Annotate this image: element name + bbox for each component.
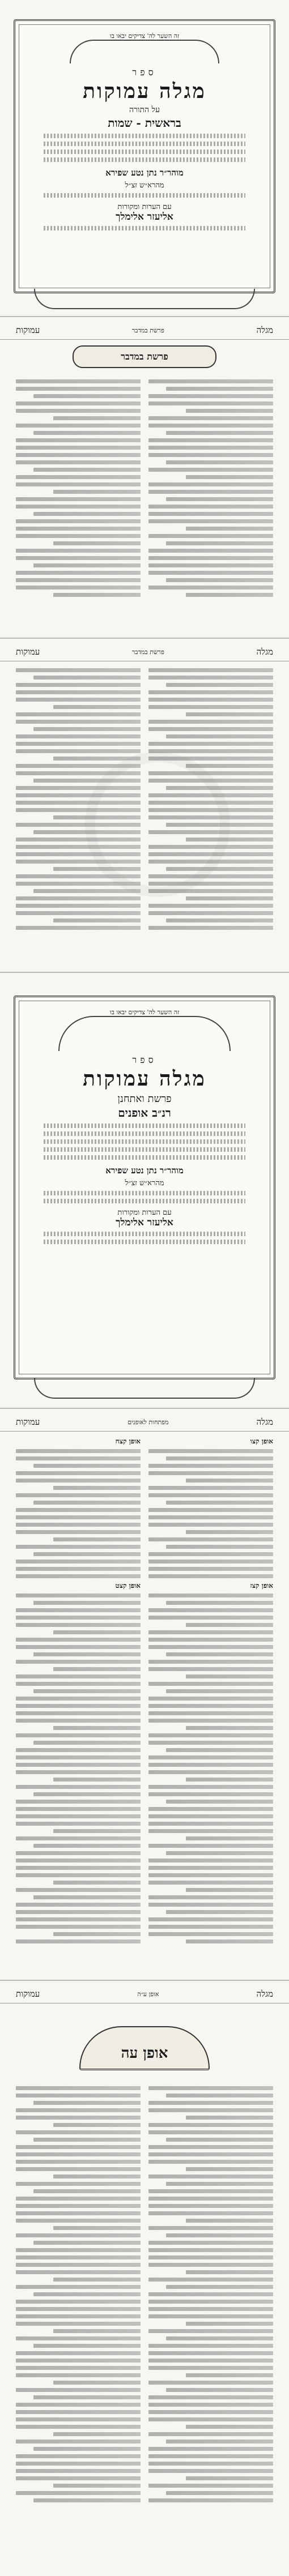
volume-name: בראשית - שמות: [108, 116, 181, 130]
text-block: [44, 193, 245, 198]
text-page-2: [0, 639, 289, 973]
title-frame: [14, 996, 275, 1379]
text-block: [44, 1131, 245, 1136]
title-arch-ornament: [70, 40, 219, 63]
running-header: [0, 1981, 289, 2003]
header-mid: אופן ע״ה: [137, 1990, 159, 1998]
text-columns: [0, 373, 289, 604]
text-block: [44, 1232, 245, 1236]
sefer-label: ספר: [132, 67, 157, 78]
book-subtitle: על התורה: [129, 105, 160, 114]
text-column-right: [148, 376, 273, 600]
text-column-left: [16, 2083, 141, 2506]
text-page-1: [0, 317, 289, 639]
text-block: [44, 1123, 245, 1128]
text-block: [44, 157, 245, 162]
author-name: מוהר״ר נתן נטע שפירא: [105, 168, 184, 178]
author-honorific: מהרא״ש זצ״ל: [125, 1179, 164, 1187]
sefer-label: ספר: [132, 1054, 157, 1065]
section-heading: אופן קצט: [115, 1582, 141, 1590]
header-left: עמוקות: [16, 1417, 40, 1427]
edited-by: עם הערות ומקורות: [117, 203, 172, 211]
text-column-left: [16, 1435, 141, 1947]
editor-name: אליעזר אלימלך: [116, 211, 173, 223]
text-column-left: [16, 376, 141, 600]
header-right: מגלה: [256, 1417, 273, 1427]
author-name: מוהר״ר נתן נטע שפירא: [105, 1165, 184, 1176]
editor-name: אליעזר אלימלך: [116, 1217, 173, 1228]
title-page-2: [0, 973, 289, 1409]
book-title: מגלה עמוקות: [83, 79, 206, 103]
text-block: [44, 1191, 245, 1195]
text-page-3: [0, 1409, 289, 1981]
motto: זה השער לה' צדיקים יבאו בו: [109, 1009, 180, 1016]
text-block: [44, 1155, 245, 1160]
text-columns: [0, 1432, 289, 1950]
header-mid: פרשת במדבר: [131, 327, 164, 334]
text-column-right: [148, 1435, 273, 1947]
running-header: [0, 1409, 289, 1432]
text-block: [44, 226, 245, 230]
chapter-banner: אופן עה: [79, 2026, 210, 2070]
header-right: מגלה: [256, 1989, 273, 1999]
section-heading: אופן קצו: [250, 1437, 273, 1445]
motto: זה השער לה' צדיקים יבאו בו: [109, 32, 180, 40]
text-block: [44, 134, 245, 138]
title-frame: [14, 19, 275, 293]
text-column-right: [148, 2083, 273, 2506]
text-columns: [0, 2079, 289, 2509]
header-left: עמוקות: [16, 647, 40, 657]
title-page-1: [0, 0, 289, 317]
text-block: [44, 1139, 245, 1144]
edited-by: עם הערות ומקורות: [117, 1208, 172, 1217]
volume-name: רנ״ב אופנים: [118, 1106, 171, 1120]
text-block: [44, 1147, 245, 1152]
header-left: עמוקות: [16, 1989, 40, 1999]
header-right: מגלה: [256, 647, 273, 657]
book-subtitle: פרשת ואתחנן: [117, 1093, 172, 1105]
section-heading: אופן קצז: [250, 1582, 273, 1590]
header-mid: פרשת במדבר: [131, 648, 164, 656]
text-block: [44, 149, 245, 154]
header-left: עמוקות: [16, 325, 40, 335]
author-honorific: מהרא״ש זצ״ל: [125, 181, 164, 190]
text-block: [44, 1199, 245, 1203]
book-title: מגלה עמוקות: [83, 1067, 206, 1091]
text-page-4: [0, 1981, 289, 2576]
running-header: [0, 317, 289, 340]
section-banner: פרשת במדבר: [73, 345, 216, 368]
bottom-ornament: [34, 289, 255, 309]
text-block: [44, 142, 245, 146]
text-block: [44, 1240, 245, 1244]
title-arch-ornament: [58, 1016, 231, 1051]
bottom-ornament: [34, 1378, 255, 1399]
running-header: [0, 639, 289, 661]
section-heading: אופן קצח: [115, 1437, 141, 1445]
header-right: מגלה: [256, 325, 273, 335]
header-mid: מפתחות לאופנים: [128, 1419, 169, 1426]
